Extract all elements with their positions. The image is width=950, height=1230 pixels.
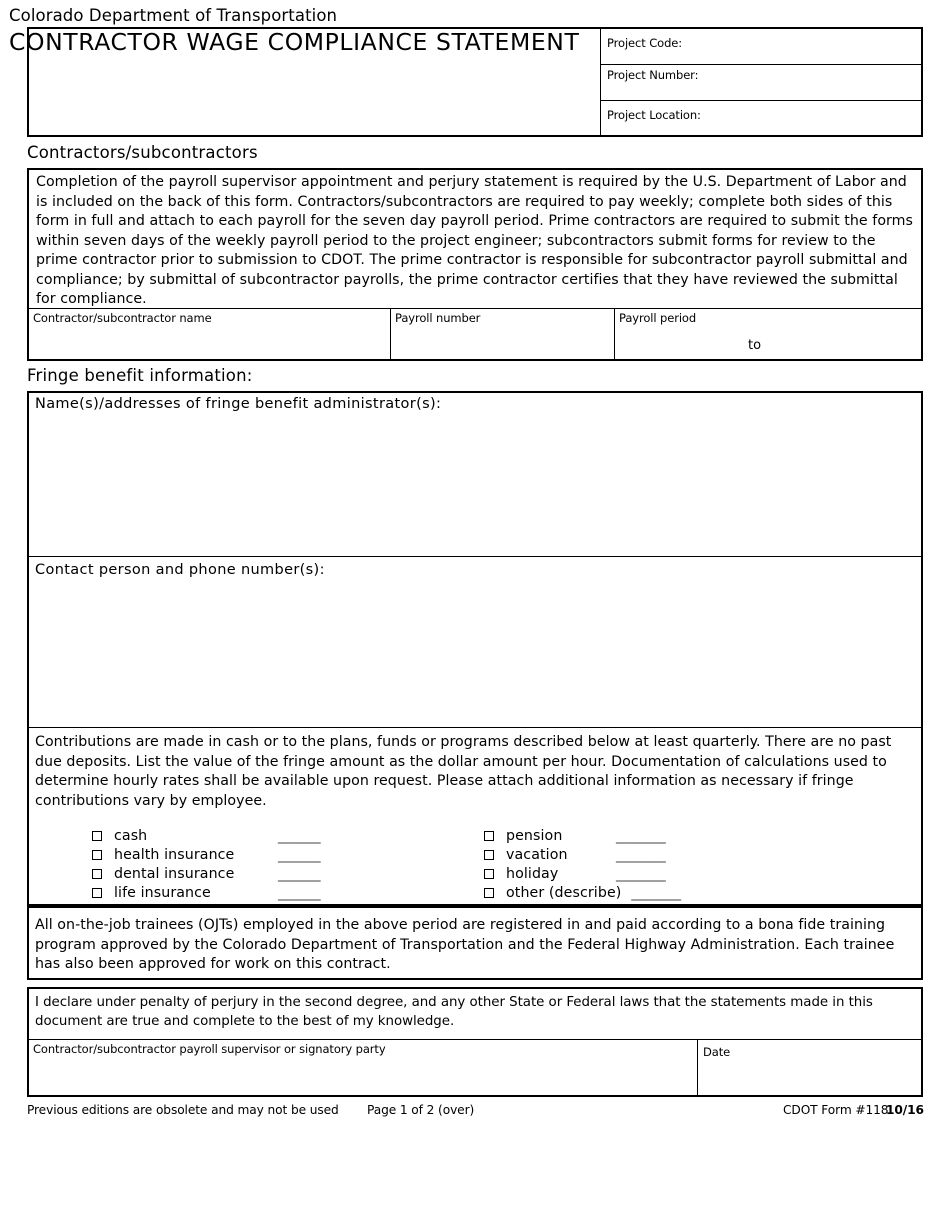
checkbox-row-other[interactable] <box>484 883 681 902</box>
checkbox-label: other (describe) <box>506 884 622 901</box>
project-location-label: Project Location: <box>607 108 701 122</box>
blank-amount-rule[interactable]: _______ <box>616 865 666 882</box>
signature-label: Contractor/subcontractor payroll supervisor or signatory party <box>33 1042 386 1056</box>
checkbox-label: holiday <box>506 865 559 882</box>
date-label: Date <box>703 1045 731 1059</box>
footer-form-number: CDOT Form #118 <box>783 1103 889 1117</box>
contractors-col-divider-2 <box>614 308 615 359</box>
project-code-label: Project Code: <box>607 36 683 50</box>
checkbox-icon[interactable] <box>484 831 494 841</box>
checkbox-label: life insurance <box>114 884 211 901</box>
contractors-col-divider-1 <box>390 308 391 359</box>
checkbox-icon[interactable] <box>92 869 102 879</box>
checkbox-row-holiday[interactable] <box>484 864 681 883</box>
checkbox-row-dental-insurance[interactable] <box>92 864 321 883</box>
checkbox-label: vacation <box>506 846 568 863</box>
intro-paragraph: Completion of the payroll supervisor appointment and perjury statement is required by the U.S. Department of Labor and is included on the back of this form. Contractors/subcontractors are required to pay weekly; complete both sides of this form in full and attach to each payroll for the seven day payroll period. Prime contractors are required to submit the forms within seven days of the weekly payroll period to the project engineer; subcontractors submit forms for review to the prime contractor prior to submission to CDOT. The prime contractor is responsible for subcontractor payroll submittal and compliance; by submittal of subcontractor payrolls, the prime contractor certifies that they have reviewed the submittal for compliance. <box>36 174 913 307</box>
checkbox-label: health insurance <box>114 846 235 863</box>
contractor-name-label: Contractor/subcontractor name <box>33 311 212 325</box>
fringe-administrator-label: Name(s)/addresses of fringe benefit administrator(s): <box>35 396 442 412</box>
checkbox-icon[interactable] <box>92 831 102 841</box>
checkbox-icon[interactable] <box>484 850 494 860</box>
header-divider-2 <box>600 100 921 101</box>
form-identity <box>9 6 580 57</box>
ojt-paragraph: All on-the-job trainees (OJTs) employed in the above period are registered in and paid according to a bona fide training program approved by the Colorado Department of Transportation and the Federal Highway Administration. Each trainee has also been approved for work on this contract. <box>35 917 895 972</box>
declaration-col-divider <box>697 1039 698 1095</box>
agency-name: Colorado Department of Transportation <box>9 6 338 25</box>
checkbox-row-pension[interactable] <box>484 826 681 845</box>
fringe-section-heading: Fringe benefit information: <box>27 366 253 385</box>
blank-amount-rule[interactable]: ______ <box>278 846 321 863</box>
header-vertical-divider <box>600 29 601 135</box>
footer-revision-date: 10/16 <box>886 1103 924 1117</box>
checkbox-icon[interactable] <box>92 888 102 898</box>
checkbox-icon[interactable] <box>484 869 494 879</box>
checkbox-row-life-insurance[interactable] <box>92 883 321 902</box>
blank-amount-rule[interactable]: _______ <box>631 884 682 901</box>
blank-amount-rule[interactable]: _______ <box>616 846 666 863</box>
blank-amount-rule[interactable]: ______ <box>278 865 321 882</box>
declaration-paragraph: I declare under penalty of perjury in the second degree, and any other State or Federal laws that the statements made in this document are true and complete to the best of my knowledge. <box>35 995 873 1029</box>
page-title: CONTRACTOR WAGE COMPLIANCE STATEMENT <box>9 27 580 56</box>
contractors-section-heading: Contractors/subcontractors <box>27 143 258 162</box>
blank-amount-rule[interactable]: ______ <box>278 884 321 901</box>
checkbox-label: dental insurance <box>114 865 235 882</box>
checkbox-icon[interactable] <box>484 888 494 898</box>
blank-amount-rule[interactable]: ______ <box>278 827 321 844</box>
project-number-label: Project Number: <box>607 68 699 82</box>
checkbox-label: pension <box>506 827 563 844</box>
declaration-row-divider <box>29 1039 921 1040</box>
payroll-period-label: Payroll period <box>619 311 697 325</box>
contractors-row-divider <box>29 308 921 309</box>
checkbox-row-cash[interactable] <box>92 826 321 845</box>
fringe-checkbox-column-right <box>484 826 681 902</box>
payroll-period-to-separator: to <box>748 338 762 353</box>
payroll-number-label: Payroll number <box>395 311 481 325</box>
footer-page-number: Page 1 of 2 (over) <box>367 1103 475 1117</box>
checkbox-label: cash <box>114 827 148 844</box>
header-divider-1 <box>600 64 921 65</box>
contributions-paragraph: Contributions are made in cash or to the plans, funds or programs described below at least quarterly. There are no past due deposits. List the value of the fringe amount as the dollar amount per hour. Documentation of calculations used to determine hourly rates shall be available upon request. Please attach additional information as necessary if fringe contributions vary by employee. <box>35 734 892 809</box>
checkbox-row-health-insurance[interactable] <box>92 845 321 864</box>
fringe-contact-label: Contact person and phone number(s): <box>35 562 325 578</box>
fringe-divider-1 <box>29 556 921 557</box>
fringe-divider-2 <box>29 727 921 728</box>
checkbox-row-vacation[interactable] <box>484 845 681 864</box>
fringe-checkbox-column-left <box>92 826 321 902</box>
checkbox-icon[interactable] <box>92 850 102 860</box>
blank-amount-rule[interactable]: _______ <box>616 827 666 844</box>
footer-previous-editions: Previous editions are obsolete and may not be used <box>27 1103 339 1117</box>
